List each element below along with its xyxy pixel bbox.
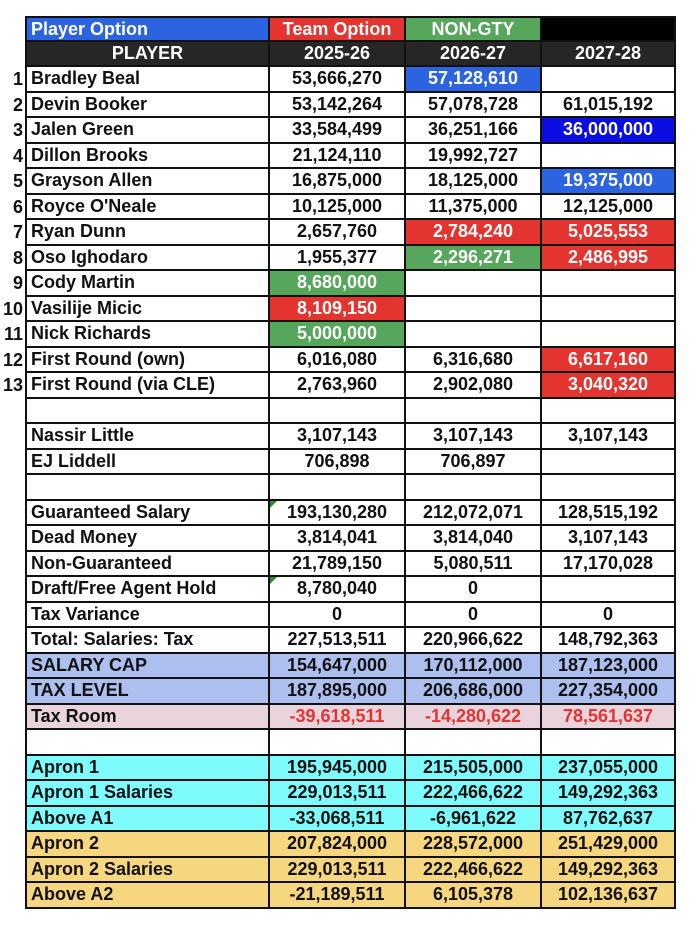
salary-cell-y2: 3,107,143 [406, 424, 542, 450]
row-number [0, 705, 25, 731]
row-label [25, 399, 270, 425]
salary-cell-y2: -6,961,622 [406, 807, 542, 833]
row-label [25, 475, 270, 501]
salary-cell-y3 [542, 730, 676, 756]
salary-cell-y3: 237,055,000 [542, 756, 676, 782]
summary-row [0, 552, 676, 578]
header-row-columns [0, 42, 676, 68]
summary-row [0, 705, 676, 731]
salary-cell-y3: 3,040,320 [542, 373, 676, 399]
row-number [0, 399, 25, 425]
salary-cell-y3 [542, 297, 676, 323]
row-label: Grayson Allen [25, 169, 270, 195]
salary-cell-y3: 128,515,192 [542, 501, 676, 527]
salary-cell-y3: 61,015,192 [542, 93, 676, 119]
row-label: Dead Money [25, 526, 270, 552]
salary-cell-y1: 8,780,040 [270, 577, 406, 603]
salary-cell-y1: -39,618,511 [270, 705, 406, 731]
salary-cell-y3: 148,792,363 [542, 628, 676, 654]
salary-cell-y3 [542, 399, 676, 425]
salary-cell-y1: -21,189,511 [270, 883, 406, 909]
column-header-2027-28: 2027-28 [542, 42, 676, 68]
row-label: TAX LEVEL [25, 679, 270, 705]
legend-non-guaranteed: NON-GTY [406, 16, 542, 42]
salary-cell-y2: 212,072,071 [406, 501, 542, 527]
apron-row [0, 883, 676, 909]
salary-cell-y2: 57,128,610 [406, 67, 542, 93]
salary-cell-y1: 6,016,080 [270, 348, 406, 374]
row-number [0, 475, 25, 501]
row-number: 9 [12, 273, 23, 293]
salary-cell-y1: 187,895,000 [270, 679, 406, 705]
salary-cell-y2: 170,112,000 [406, 654, 542, 680]
salary-cell-y3: 187,123,000 [542, 654, 676, 680]
salary-cell-y3: 17,170,028 [542, 552, 676, 578]
row-label: Non-Guaranteed [25, 552, 270, 578]
salary-cell-y2: 18,125,000 [406, 169, 542, 195]
row-number [0, 424, 25, 450]
salary-cell-y1: 3,814,041 [270, 526, 406, 552]
salary-cell-y2 [406, 475, 542, 501]
salary-cell-y1: 0 [270, 603, 406, 629]
salary-cell-y2: -14,280,622 [406, 705, 542, 731]
row-number [0, 832, 25, 858]
salary-cell-y3: 87,762,637 [542, 807, 676, 833]
column-header-2025-26: 2025-26 [270, 42, 406, 68]
row-number [0, 603, 25, 629]
salary-cell-y2: 2,902,080 [406, 373, 542, 399]
row-label: Nick Richards [25, 322, 270, 348]
salary-cell-y1: 3,107,143 [270, 424, 406, 450]
player-row [0, 373, 676, 399]
player-row [0, 67, 676, 93]
salary-cell-y3 [542, 67, 676, 93]
salary-sheet [0, 16, 676, 909]
summary-row [0, 577, 676, 603]
dead-money-row [0, 424, 676, 450]
salary-cell-y1 [270, 399, 406, 425]
summary-row [0, 628, 676, 654]
legend-blank [542, 16, 676, 42]
salary-cell-y3: 227,354,000 [542, 679, 676, 705]
salary-cell-y2: 36,251,166 [406, 118, 542, 144]
salary-cell-y3 [542, 450, 676, 476]
summary-row [0, 526, 676, 552]
player-row [0, 271, 676, 297]
row-number: 1 [12, 69, 23, 89]
salary-cell-y3: 3,107,143 [542, 526, 676, 552]
salary-cell-y2: 222,466,622 [406, 781, 542, 807]
row-label: Above A1 [25, 807, 270, 833]
salary-cell-y2 [406, 399, 542, 425]
salary-cell-y1: 1,955,377 [270, 246, 406, 272]
player-row [0, 195, 676, 221]
row-label: EJ Liddell [25, 450, 270, 476]
salary-cell-y3: 36,000,000 [542, 118, 676, 144]
apron-row [0, 858, 676, 884]
salary-cell-y1: 227,513,511 [270, 628, 406, 654]
salary-cell-y2: 11,375,000 [406, 195, 542, 221]
row-label: Guaranteed Salary [25, 501, 270, 527]
row-number [0, 577, 25, 603]
spacer-row [0, 730, 676, 756]
row-number [0, 883, 25, 909]
player-row [0, 297, 676, 323]
row-number [0, 858, 25, 884]
row-label: First Round (via CLE) [25, 373, 270, 399]
row-label: Draft/Free Agent Hold [25, 577, 270, 603]
row-number: 8 [12, 247, 23, 268]
salary-cell-y1: 21,789,150 [270, 552, 406, 578]
row-label: Apron 2 Salaries [25, 858, 270, 884]
salary-cell-y3: 251,429,000 [542, 832, 676, 858]
salary-cell-y2: 6,316,680 [406, 348, 542, 374]
row-label: Tax Room [25, 705, 270, 731]
salary-cell-y2: 206,686,000 [406, 679, 542, 705]
row-label: Above A2 [25, 883, 270, 909]
apron-row [0, 832, 676, 858]
salary-cell-y3 [542, 577, 676, 603]
row-number: 2 [12, 94, 23, 115]
salary-cell-y2: 5,080,511 [406, 552, 542, 578]
salary-cell-y1: 154,647,000 [270, 654, 406, 680]
apron-row [0, 781, 676, 807]
row-number: 3 [12, 120, 23, 140]
summary-row [0, 679, 676, 705]
player-row [0, 118, 676, 144]
salary-cell-y3: 6,617,160 [542, 348, 676, 374]
salary-cell-y3: 3,107,143 [542, 424, 676, 450]
player-row [0, 220, 676, 246]
salary-cell-y3: 102,136,637 [542, 883, 676, 909]
salary-cell-y1 [270, 475, 406, 501]
row-number [0, 628, 25, 654]
row-number: 5 [12, 171, 23, 191]
column-header-player: PLAYER [25, 42, 270, 68]
salary-cell-y1: 5,000,000 [270, 322, 406, 348]
salary-cell-y3: 149,292,363 [542, 781, 676, 807]
spacer-row [0, 399, 676, 425]
salary-cell-y1: 53,666,270 [270, 67, 406, 93]
player-row [0, 93, 676, 119]
salary-cell-y1: 229,013,511 [270, 781, 406, 807]
row-number [0, 501, 25, 527]
salary-cell-y1: 53,142,264 [270, 93, 406, 119]
salary-cell-y3 [542, 322, 676, 348]
row-label: Ryan Dunn [25, 220, 270, 246]
apron-row [0, 756, 676, 782]
salary-cell-y2: 706,897 [406, 450, 542, 476]
row-number: 10 [2, 298, 23, 319]
salary-cell-y3: 78,561,637 [542, 705, 676, 731]
salary-cell-y1: 2,763,960 [270, 373, 406, 399]
summary-row [0, 654, 676, 680]
row-number [0, 730, 25, 756]
row-number [0, 552, 25, 578]
row-label: Jalen Green [25, 118, 270, 144]
salary-cell-y2: 6,105,378 [406, 883, 542, 909]
row-number: 13 [2, 375, 23, 395]
row-label: Bradley Beal [25, 67, 270, 93]
summary-row [0, 501, 676, 527]
row-label: Apron 2 [25, 832, 270, 858]
salary-cell-y3 [542, 475, 676, 501]
salary-cell-y1: 33,584,499 [270, 118, 406, 144]
column-header-2026-27: 2026-27 [406, 42, 542, 68]
salary-cell-y2: 0 [406, 603, 542, 629]
player-row [0, 348, 676, 374]
salary-cell-y1: 229,013,511 [270, 858, 406, 884]
row-number: 6 [12, 196, 23, 217]
salary-cell-y2: 228,572,000 [406, 832, 542, 858]
salary-cell-y2: 3,814,040 [406, 526, 542, 552]
salary-cell-y3: 5,025,553 [542, 220, 676, 246]
row-number [0, 450, 25, 476]
salary-cell-y2: 0 [406, 577, 542, 603]
salary-cell-y2 [406, 271, 542, 297]
table-body [0, 67, 676, 909]
salary-cell-y2 [406, 730, 542, 756]
spacer-row [0, 475, 676, 501]
row-number [0, 654, 25, 680]
row-number: 12 [2, 349, 23, 370]
salary-cell-y1: 195,945,000 [270, 756, 406, 782]
row-number: 11 [3, 324, 23, 344]
row-number: 4 [12, 145, 23, 166]
legend-player-option: Player Option [25, 16, 270, 42]
salary-cell-y3 [542, 271, 676, 297]
row-label: Apron 1 [25, 756, 270, 782]
salary-cell-y3: 19,375,000 [542, 169, 676, 195]
row-number [0, 756, 25, 782]
salary-cell-y2: 57,078,728 [406, 93, 542, 119]
row-label [25, 730, 270, 756]
row-number [0, 781, 25, 807]
salary-cell-y3: 12,125,000 [542, 195, 676, 221]
player-row [0, 144, 676, 170]
row-label: Total: Salaries: Tax [25, 628, 270, 654]
salary-cell-y1: 2,657,760 [270, 220, 406, 246]
row-label: Cody Martin [25, 271, 270, 297]
row-label: Oso Ighodaro [25, 246, 270, 272]
salary-cell-y1: 207,824,000 [270, 832, 406, 858]
salary-cell-y2: 2,296,271 [406, 246, 542, 272]
salary-cell-y1: -33,068,511 [270, 807, 406, 833]
row-label: Nassir Little [25, 424, 270, 450]
salary-cell-y2: 215,505,000 [406, 756, 542, 782]
salary-cell-y1: 8,109,150 [270, 297, 406, 323]
row-label: Vasilije Micic [25, 297, 270, 323]
header-row-legend [0, 16, 676, 42]
salary-cell-y2: 2,784,240 [406, 220, 542, 246]
salary-cell-y3: 149,292,363 [542, 858, 676, 884]
player-row [0, 322, 676, 348]
salary-cell-y1 [270, 730, 406, 756]
salary-cell-y1: 10,125,000 [270, 195, 406, 221]
row-number [0, 42, 25, 68]
player-row [0, 169, 676, 195]
row-number [0, 526, 25, 552]
salary-cell-y3: 0 [542, 603, 676, 629]
salary-cell-y1: 8,680,000 [270, 271, 406, 297]
row-number [0, 679, 25, 705]
salary-cell-y2: 19,992,727 [406, 144, 542, 170]
apron-row [0, 807, 676, 833]
salary-cell-y2 [406, 322, 542, 348]
salary-cell-y3: 2,486,995 [542, 246, 676, 272]
salary-cell-y1: 21,124,110 [270, 144, 406, 170]
row-label: First Round (own) [25, 348, 270, 374]
salary-cell-y2 [406, 297, 542, 323]
row-label: Apron 1 Salaries [25, 781, 270, 807]
row-label: Devin Booker [25, 93, 270, 119]
salary-cell-y1: 706,898 [270, 450, 406, 476]
row-number [0, 16, 25, 42]
row-number [0, 807, 25, 833]
salary-cell-y3 [542, 144, 676, 170]
salary-cell-y1: 193,130,280 [270, 501, 406, 527]
summary-row [0, 603, 676, 629]
row-number: 7 [12, 222, 23, 242]
salary-cell-y2: 220,966,622 [406, 628, 542, 654]
legend-team-option: Team Option [270, 16, 406, 42]
dead-money-row [0, 450, 676, 476]
row-label: Royce O'Neale [25, 195, 270, 221]
player-row [0, 246, 676, 272]
salary-cell-y2: 222,466,622 [406, 858, 542, 884]
row-label: Tax Variance [25, 603, 270, 629]
row-label: Dillon Brooks [25, 144, 270, 170]
salary-cell-y1: 16,875,000 [270, 169, 406, 195]
row-label: SALARY CAP [25, 654, 270, 680]
